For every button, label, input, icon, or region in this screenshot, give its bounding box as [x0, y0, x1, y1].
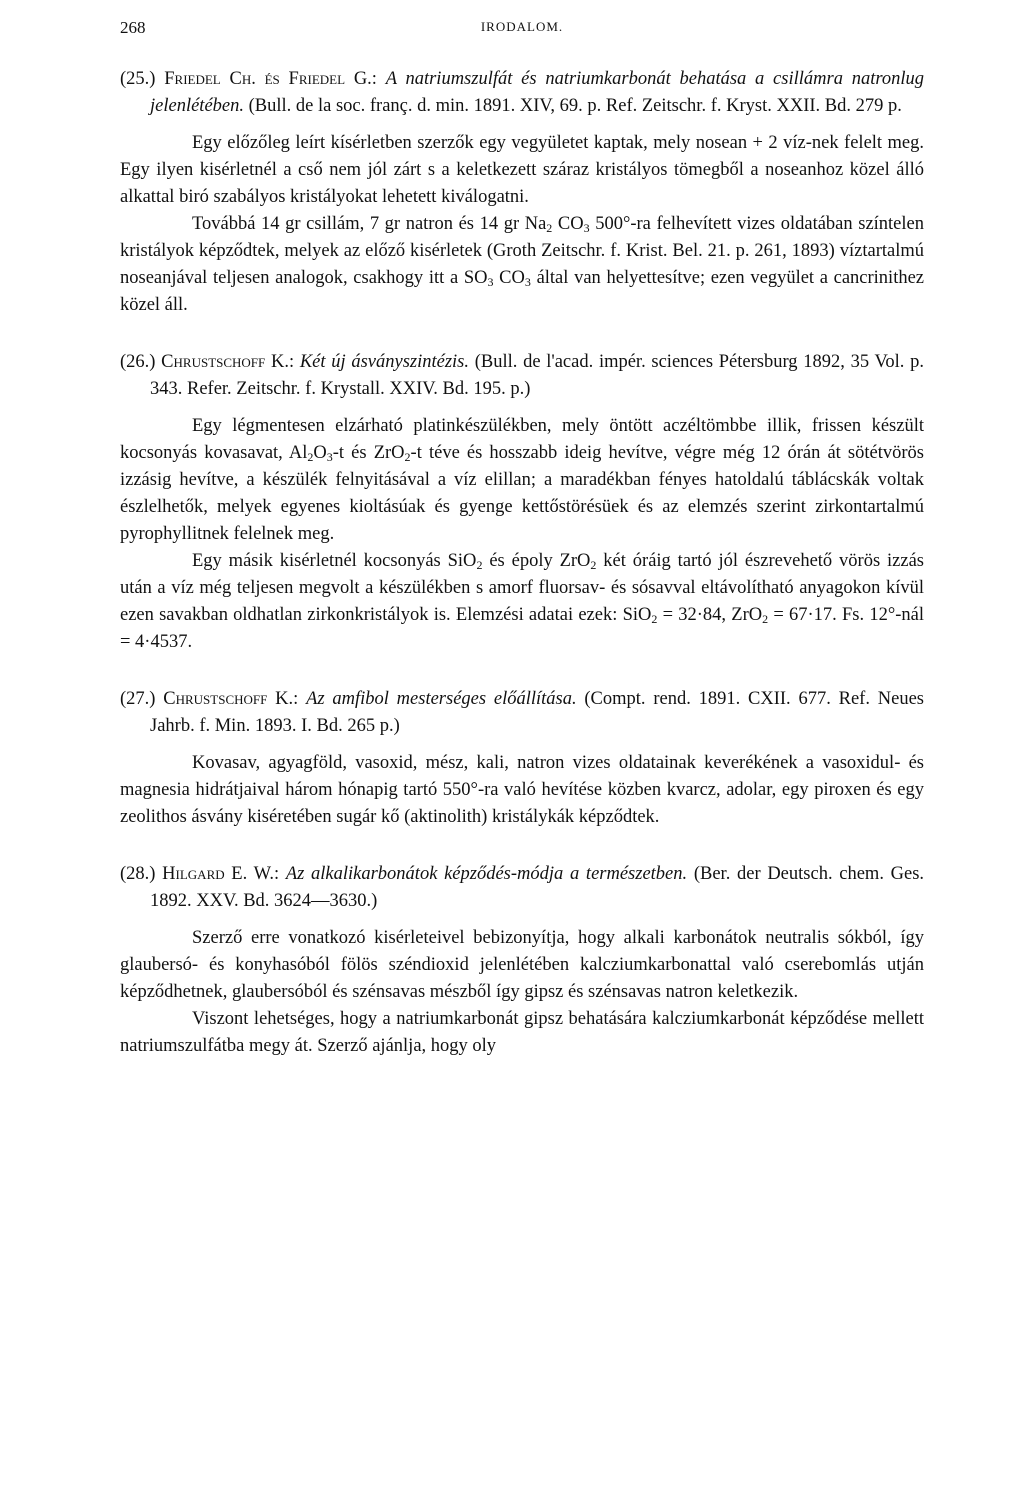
- entry-paragraph: Egy légmentesen elzárható platinkészülékben, mely öntött aczéltömbbe illik, frissen készült kocsonyás kovasavat, $Al_2O_3-t$ és ZrO$_2$-t téve és hosszabb ideig hevítve, végre még 12 órán át sötétvörös izzásig hevítve, a készülék felnyitásával a víz elillan; a maradékban fényes hatoldalú táblácskák voltak észlelhetők, melyek egyenes kioltásúak és gyenge kettőstörésüek és az elemzés szerint zirkontartalmú pyrophyllitnek felelnek meg.: [120, 416, 924, 544]
- entry-authors: Friedel Ch. és Friedel G.:: [164, 69, 377, 89]
- entry-28: [120, 861, 924, 1060]
- entry-number: (27.): [120, 689, 156, 709]
- entry-citation: (Compt. rend. 1891. CXII. 677. Ref. Neues Jahrb. f. Min. 1893. I. Bd. 265 p.): [150, 689, 924, 736]
- running-title: IRODALOM.: [480, 19, 564, 34]
- entry-paragraph: Szerző erre vonatkozó kisérleteivel bebizonyítja, hogy alkali karbonátok neutralis sókból, így glaubersó- és konyhasóból fölös széndioxid jelenlétében kalcziumkarbonattal való cserebomlás utján képződhetnek, glaubersóból és szénsavas mészből így gipsz és szénsavas natron keletkezik.: [120, 928, 924, 1002]
- entry-heading: [120, 861, 924, 915]
- entry-title: Az amfibol mesterséges előállítása.: [306, 689, 577, 709]
- entry-citation: (Bull. de la soc. franç. d. min. 1891. XIV, 69. p. Ref. Zeitschr. f. Kryst. XXII. Bd. 279 p.: [248, 96, 902, 116]
- entry-number: (26.): [120, 352, 156, 372]
- page-content: [120, 66, 924, 1090]
- entry-heading: [120, 686, 924, 740]
- page-number: 268: [120, 18, 146, 37]
- entry-authors: Chrustschoff K.:: [161, 352, 295, 372]
- entry-title: A natriumszulfát és natriumkarbonát behatása a csillámra natronlug jelenlétében.: [150, 69, 925, 116]
- entry-27: [120, 686, 924, 831]
- entry-paragraph: Egy másik kisérletnél kocsonyás SiO$_2$ és époly ZrO$_2$ két óráig tartó jól észrevehető vörös izzás után a víz még teljesen megvolt a készülékben s amorf fluorsav- és sósavval eltávolítható anyagokon kívül ezen savakban oldhatlan zirkonkristályok is. Elemzési adatai ezek: SiO$_2$ = 32·84, ZrO$_2$ = 67·17. Fs. 12°-nál = 4·4537.: [120, 551, 925, 652]
- entry-citation: (Bull. de l'acad. impér. sciences Pétersburg 1892, 35 Vol. p. 343. Refer. Zeitschr. f. Krystall. XXIV. Bd. 195. p.): [150, 352, 925, 399]
- entry-title: Az alkalikarbonátok képződés-módja a természetben.: [285, 864, 688, 884]
- entry-number: (25.): [120, 69, 156, 89]
- entry-25: [120, 66, 924, 319]
- entry-number: (28.): [120, 864, 156, 884]
- entry-paragraph: Egy előzőleg leírt kísérletben szerzők egy vegyületet kaptak, mely nosean + 2 víz-nek felelt meg. Egy ilyen kisérletnél a cső nem jól zárt s a keletkezett száraz kristályos tömegből a noseanhoz közel álló alkattal biró szabályos kristályokat lehetett kiválogatni.: [120, 133, 924, 207]
- entry-authors: Chrustschoff K.:: [163, 689, 299, 709]
- entry-heading: [120, 66, 924, 120]
- entry-paragraph: Viszont lehetséges, hogy a natriumkarbonát gipsz behatására kalcziumkarbonát képződése mellett natriumszulfátba megy át. Szerző ajánlja, hogy oly: [120, 1009, 924, 1056]
- entry-paragraph: Továbbá 14 gr csillám, 7 gr natron és 14 gr $Na_2$ $CO_3$ 500°-ra felhevített vizes oldatában színtelen kristályok képződtek, melyek az előző kisérletek (Groth Zeitschr. f. Krist. Bel. 21. p. 261, 1893) víztartalmú noseanjával teljesen analogok, csakhogy itt a $SO_3$ $CO_3$ által van helyettesítve; ezen vegyület a cancrinithez közel áll.: [120, 214, 925, 315]
- running-head: [120, 18, 924, 42]
- entry-paragraph: Kovasav, agyagföld, vasoxid, mész, kali, natron vizes oldatainak keverékének a vasoxidul- és magnesia hidrátjaival három hónapig tartó 550°-ra való hevítése közben kvarcz, adolar, egy piroxen és egy zeolithos ásvány kiséretében sugár kő (aktinolith) kristálykák képződtek.: [120, 753, 924, 827]
- entry-heading: [120, 349, 924, 403]
- entry-26: [120, 349, 924, 656]
- entry-title: Két új ásványszintézis.: [299, 352, 469, 372]
- entry-authors: Hilgard E. W.:: [162, 864, 280, 884]
- entry-citation: (Ber. der Deutsch. chem. Ges. 1892. XXV. Bd. 3624—3630.): [150, 864, 925, 911]
